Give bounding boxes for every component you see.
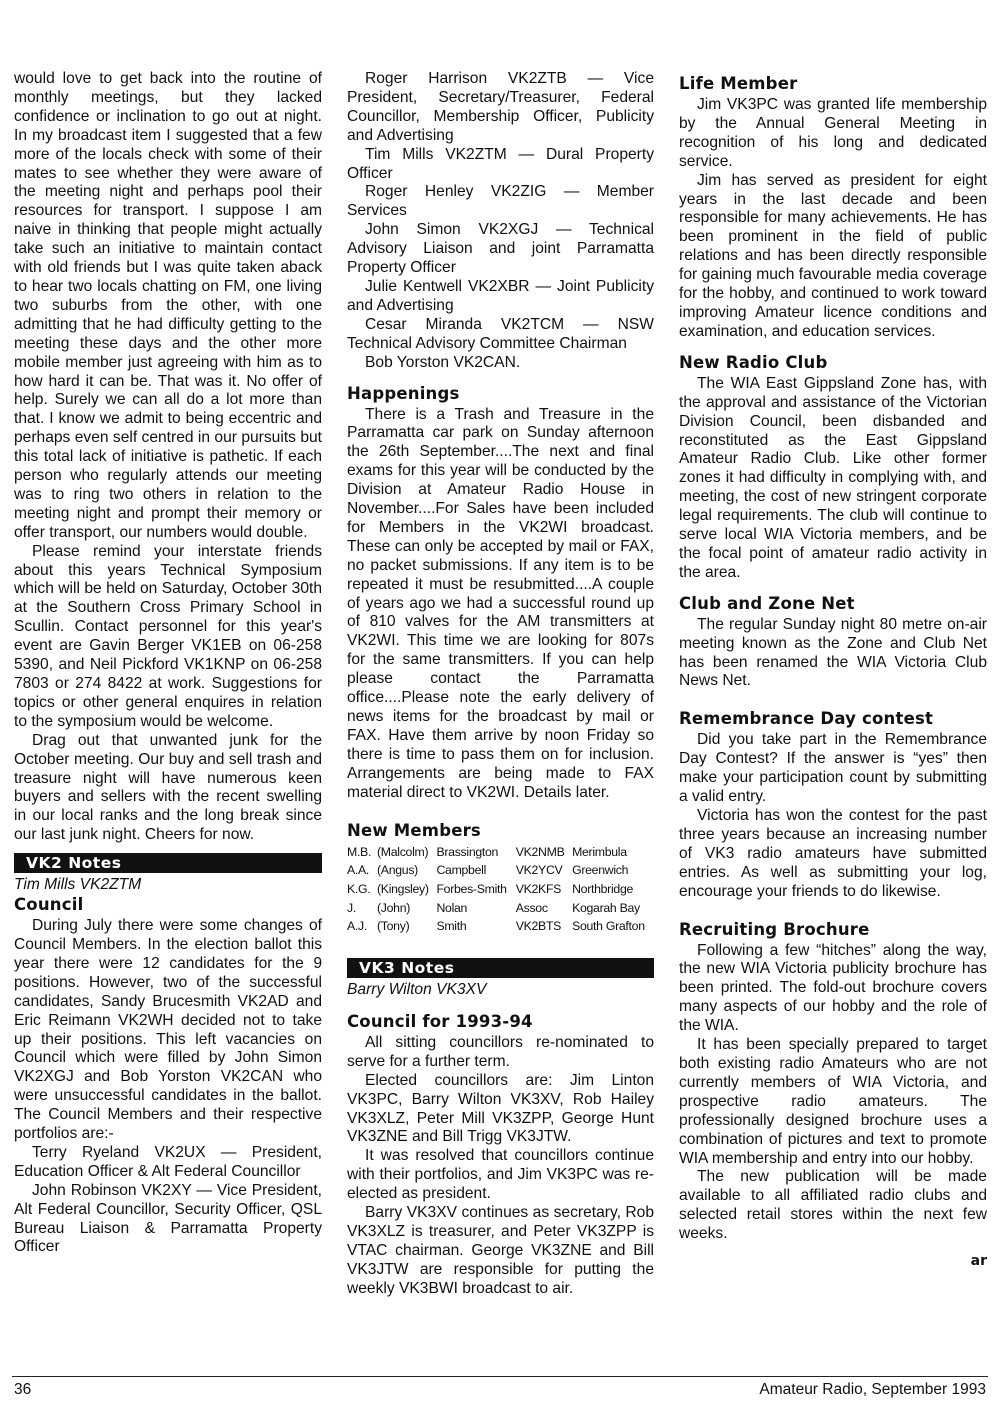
member-initials: M.B. — [347, 844, 372, 859]
paragraph: During July there were some changes of Council Members. In the election ballot this year there were 12 candidates for the 9 positions. However, two of the successful candidates, Sandy Brucesmith VK2AD and Eric Reimann VK2WH decided not to take up their positions. This left vacancies on Council which were filled by John Simon VK2XGJ and Bob Yorston VK2CAN who were unsuccessful candidates in the ballot. The Council Members and their respective portfolios are:- — [14, 917, 322, 1143]
member-callsign: VK2NMB — [515, 844, 565, 859]
member-nickname: (Angus) — [377, 863, 418, 878]
member-nickname: (Malcolm) — [377, 844, 429, 859]
member-surname: Nolan — [436, 900, 468, 915]
heading-club-zone-net: Club and Zone Net — [679, 593, 855, 613]
heading-recruiting-brochure: Recruiting Brochure — [679, 919, 870, 939]
paragraph: Drag out that unwanted junk for the October meeting. Our buy and sell trash and treasure night will have numerous keen buyers and sellers with the recent swelling in our local ranks and the long break since our last junk night. Cheers for now. — [14, 731, 322, 844]
footer-divider — [12, 1376, 988, 1377]
page-number: 36 — [14, 1381, 32, 1398]
paragraph: John Simon VK2XGJ — Technical Advisory Liaison and joint Parramatta Property Officer — [347, 221, 654, 277]
paragraph: Cesar Miranda VK2TCM — NSW Technical Advisory Committee Chairman — [347, 315, 654, 352]
paragraph: Julie Kentwell VK2XBR — Joint Publicity and Advertising — [347, 277, 654, 314]
paragraph: Barry VK3XV continues as secretary, Rob VK3XLZ is treasurer, and Peter VK3ZPP is VTAC chairman. George VK3ZNE and Bill VK3JTW are responsible for putting the weekly VK3BWI broadcast to air. — [347, 1204, 654, 1297]
paragraph: It has been specially prepared to target both existing radio Amateurs who are not currently members of WIA Victoria, and prospective radio amateurs. The professionally designed brochure uses a combination of pictures and text to promote WIA membership and entry into our hobby. — [679, 1036, 987, 1167]
member-location: South Grafton — [572, 919, 645, 934]
table-row — [347, 917, 654, 936]
paragraph: The WIA East Gippsland Zone has, with the approval and assistance of the Victorian Division Council, been disbanded and reconstituted as the East Gippsland Amateur Radio Club. Like other former zones it had difficulty in complying with, and meeting, the cost of new stringent corporate legal requirements. The club will continue to serve local WIA Victoria members, and be the focal point of amateur radio activity in the area. — [679, 374, 987, 581]
paragraph: All sitting councillors re-nominated to serve for a further term. — [347, 1033, 654, 1070]
paragraph: Jim has served as president for eight years in the last decade and been responsible for many achievements. He has been prominent in the field of public relations and has been directly responsible for gaining much favourable media coverage for the hobby, and continued to work toward improving Amateur licence conditions and examination, and education services. — [679, 171, 987, 340]
member-callsign: VK2YCV — [515, 863, 563, 878]
paragraph: would love to get back into the routine of monthly meetings, but they lacked confidence or inclination to go out at night. In my broadcast item I suggested that a few more of the locals check with some of their mates to see whether they were aware of the meeting night and perhaps pool their resources for transport. I suppose I am naive in thinking that people might actually take such an initiative to maintain contact with old friends but I was quite taken aback to hear two locals chatting on FM, one living two suburbs from the other, with one admitting that he had difficulty getting to the meeting these days and the other more mobile member just agreeing with him as to how hard it can be. That was it. No offer of help. Surely we can all do a lot more than that. I know we admit to being eccentric and perhaps even self centred in our pursuits but this total lack of initiative is pathetic. If each person who regularly attends our meeting was to ring two others in relation to the meeting night and prompt their memory or offer transport, our numbers would double. — [14, 70, 322, 541]
table-row — [347, 899, 654, 918]
paragraph: Bob Yorston VK2CAN. — [365, 353, 521, 371]
heading-council-1993-94: Council for 1993-94 — [347, 1011, 533, 1031]
new-members-table — [347, 843, 654, 937]
member-surname: Forbes-Smith — [436, 881, 507, 896]
member-callsign: Assoc — [515, 900, 548, 915]
paragraph: Please remind your interstate friends about this years Technical Symposium which will be held on Saturday, October 30th at the Southern Cross Primary School in Scullin. Contact personnel for this year's event are Gavin Berger VK1EB on 06-258 5390, and Neil Pickford VK1KNP on 06-258 7803 or 274 8422 at work. Suggestions for topics or other general enquires in relation to the symposium would be welcome. — [14, 542, 322, 730]
paragraph: Tim Mills VK2ZTM — Dural Property Officer — [347, 145, 654, 182]
paragraph: Jim VK3PC was granted life membership by the Annual General Meeting in recognition of his long and dedicated service. — [679, 96, 987, 170]
paragraph: The regular Sunday night 80 metre on-air meeting known as the Zone and Club Net has been renamed the WIA Victoria Club News Net. — [679, 615, 987, 690]
member-nickname: (Kingsley) — [377, 881, 429, 896]
heading-council: Council — [14, 895, 84, 915]
table-row — [347, 843, 654, 862]
table-row — [347, 861, 654, 880]
paragraph: Terry Ryeland VK2UX — President, Education Officer & Alt Federal Councillor — [14, 1143, 322, 1180]
member-location: Kogarah Bay — [572, 900, 640, 915]
column-middle — [347, 70, 654, 1299]
member-location: Merimbula — [572, 844, 627, 859]
member-surname: Brassington — [436, 844, 499, 859]
paragraph: Victoria has won the contest for the past three years because an increasing number of VK3 radio amateurs have submitted entries. As well as submitting your log, encourage your friends to do likewise. — [679, 807, 987, 900]
member-location: Northbridge — [572, 881, 634, 896]
column-right — [679, 70, 987, 1271]
paragraph: John Robinson VK2XY — Vice President, Alt Federal Councillor, Security Officer, QSL Bureau Liaison & Parramatta Property Officer — [14, 1181, 322, 1256]
member-surname: Smith — [436, 919, 467, 934]
paragraph: The new publication will be made available to all affiliated radio clubs and selected retail stores within the next few weeks. — [679, 1168, 987, 1243]
heading-remembrance-day: Remembrance Day contest — [679, 709, 934, 729]
paragraph: Did you take part in the Remembrance Day Contest? If the answer is “yes” then make your participation count by submitting a valid entry. — [679, 731, 987, 806]
paragraph: There is a Trash and Treasure in the Parramatta car park on Sunday afternoon the 26th September....The next and final exams for this year will be conducted by the Division at Amateur Radio House in November....For Sales have been included for Members in the VK2WI broadcast. These can only be accepted by mail or FAX, no packet submissions. If any item is to be repeated it must be resubmitted....A couple of years ago we had a successful round up of 810 valves for the AM transmitters at VK2WI. This time we are looking for 807s for the same transmitters. If you can help please contact the Parramatta office....Please note the early delivery of news items for the broadcast by mail or FAX. Have them arrive by noon Friday so there is time to pass them on for inclusion. Arrangements are being made to FAX material direct to VK2WI. Details later. — [347, 405, 654, 801]
paragraph: Elected councillors are: Jim Linton VK3PC, Barry Wilton VK3XV, Rob Hailey VK3XLZ, Peter Mill VK3ZPP, George Hunt VK3ZNE and Bill Trigg VK3JTW. — [347, 1071, 654, 1146]
heading-new-members: New Members — [347, 820, 481, 840]
section-bar-vk2-notes: VK2 Notes — [14, 853, 322, 873]
table-row — [347, 880, 654, 899]
member-nickname: (Tony) — [377, 919, 410, 934]
member-initials: A.J. — [347, 919, 367, 934]
member-callsign: VK2KFS — [515, 881, 562, 896]
member-initials: A.A. — [347, 863, 370, 878]
member-surname: Campbell — [436, 863, 486, 878]
byline: Tim Mills VK2ZTM — [14, 876, 142, 894]
member-callsign: VK2BTS — [515, 919, 562, 934]
paragraph: Following a few “hitches” along the way, the new WIA Victoria publicity brochure has been printed. The fold-out brochure covers many aspects of our hobby and the role of the WIA. — [679, 941, 987, 1035]
member-location: Greenwich — [572, 863, 629, 878]
heading-life-member: Life Member — [679, 74, 798, 93]
byline: Barry Wilton VK3XV — [347, 981, 487, 999]
member-initials: J. — [347, 900, 356, 915]
end-mark: ar — [970, 1253, 987, 1270]
section-bar-vk3-notes: VK3 Notes — [347, 958, 654, 978]
publication-footer: Amateur Radio, September 1993 — [759, 1381, 986, 1398]
heading-new-radio-club: New Radio Club — [679, 352, 828, 372]
paragraph: It was resolved that councillors continue with their portfolios, and Jim VK3PC was re-elected as president. — [347, 1147, 654, 1203]
member-nickname: (John) — [377, 900, 411, 915]
paragraph: Roger Henley VK2ZIG — Member Services — [347, 183, 654, 220]
heading-happenings: Happenings — [347, 383, 460, 403]
member-initials: K.G. — [347, 881, 371, 896]
column-left — [14, 70, 322, 1257]
paragraph: Roger Harrison VK2ZTB — Vice President, Secretary/Treasurer, Federal Councillor, Membership Officer, Publicity and Advertising — [347, 70, 654, 144]
